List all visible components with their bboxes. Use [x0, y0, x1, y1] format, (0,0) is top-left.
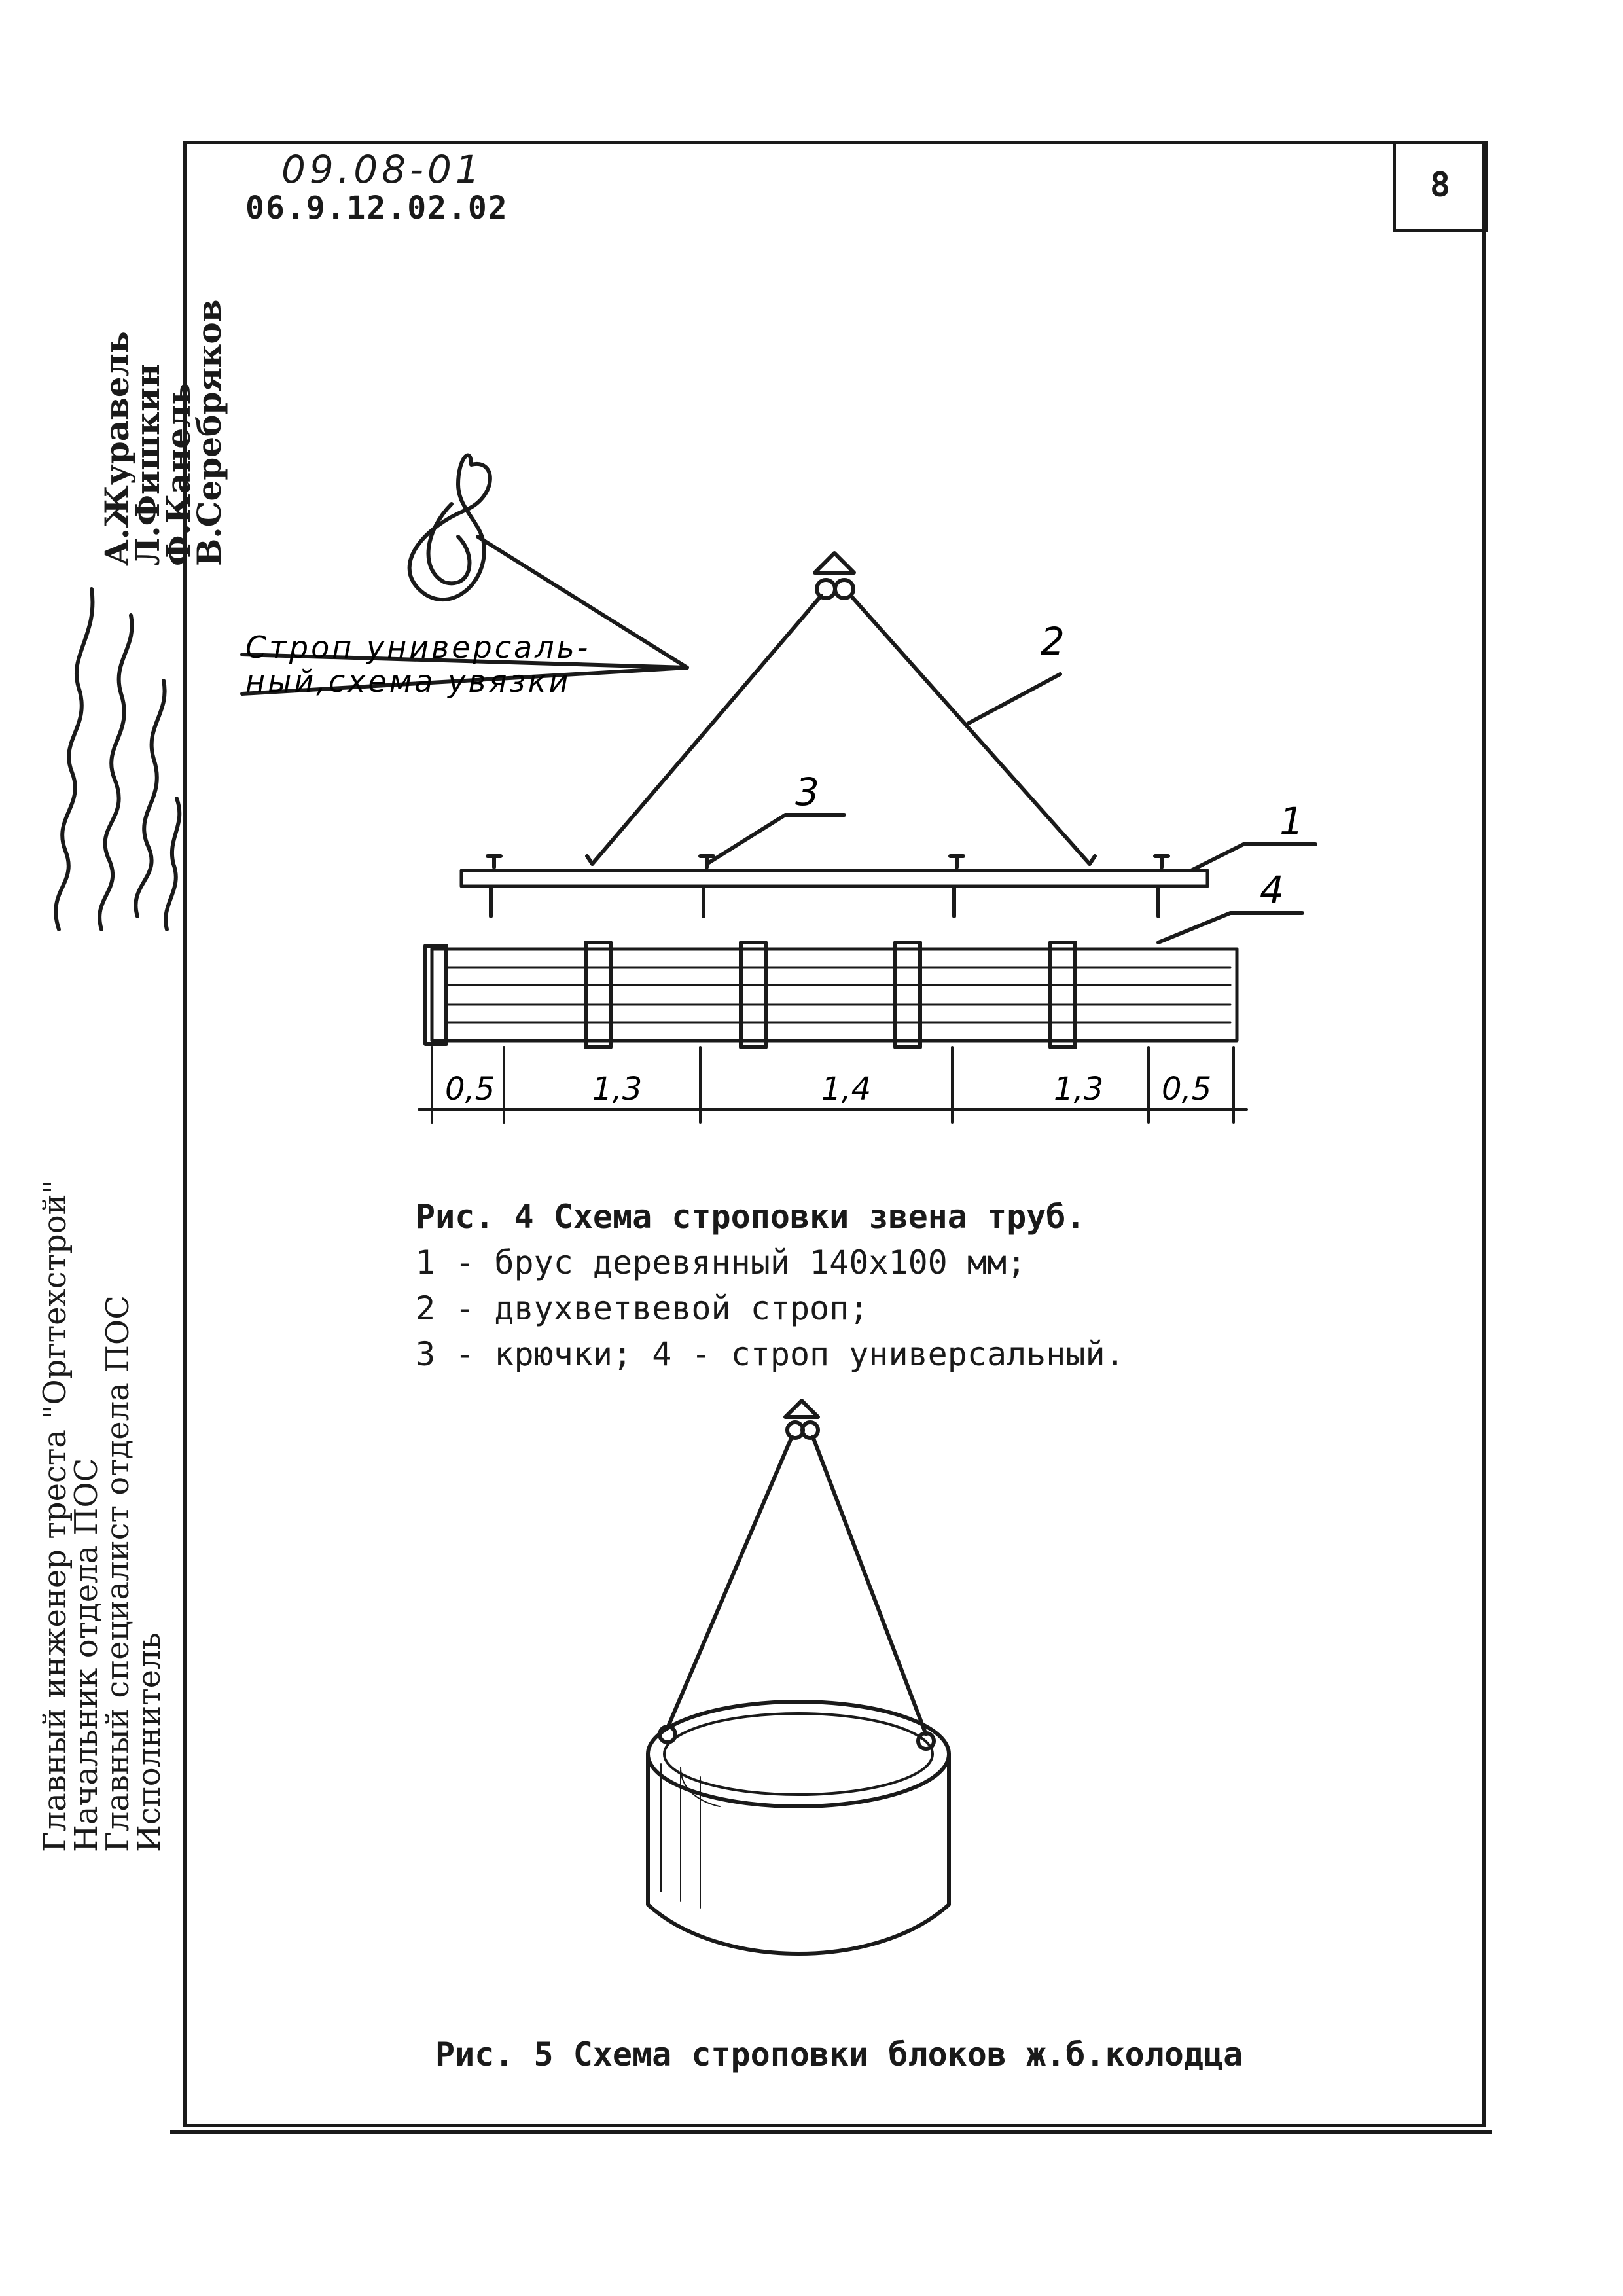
figure4-legend-item: 3 - крючки; 4 - строп универсальный. — [416, 1335, 1125, 1373]
stamp-name: Л.Фишкин — [128, 363, 167, 566]
callout-2: 2 — [1041, 619, 1065, 664]
dimension-label: 1,3 — [1054, 1071, 1104, 1107]
callout-3: 3 — [795, 770, 819, 814]
figure5-caption: Рис. 5 Схема строповки блоков ж.б.колодца — [435, 2036, 1243, 2073]
document-code: 06.9.12.02.02 — [245, 190, 508, 226]
sling-note-line: Строп универсаль- — [245, 630, 591, 665]
document-code-handwritten: 09.08-01 — [281, 147, 484, 192]
dimension-label: 1,4 — [821, 1071, 872, 1107]
dimension-label: 0,5 — [1162, 1071, 1212, 1107]
stamp-position: Главный инженер треста "Оргтехстрой" — [37, 1179, 73, 1852]
sheet-number: 8 — [1393, 141, 1488, 232]
figure4-legend-item: 1 - брус деревянный 140x100 мм; — [416, 1244, 1027, 1282]
manhole-ring — [648, 1401, 949, 1954]
sling-note-line: ный,схема увязки — [245, 664, 571, 699]
stamp-position: Главный специалист отдела ПОС — [99, 1295, 136, 1852]
dimension-label: 0,5 — [445, 1071, 495, 1107]
dimension-label: 1,3 — [592, 1071, 643, 1107]
stamp-position: Исполнитель — [131, 1632, 168, 1852]
callout-4: 4 — [1260, 868, 1284, 912]
stamp-name: Ф.Канель — [159, 382, 198, 566]
lift-hook — [815, 553, 854, 598]
sling-note — [245, 630, 603, 699]
stamp-position: Начальник отдела ПОС — [68, 1458, 105, 1852]
stamp-name: А.Журавель — [98, 331, 136, 566]
pipe-section — [425, 942, 1237, 1047]
figure4-caption: Рис. 4 Схема строповки звена труб. — [416, 1198, 1086, 1236]
callout-1: 1 — [1279, 799, 1304, 844]
stamp-name: В.Серебряков — [190, 299, 228, 566]
figure4-legend-item: 2 - двухветвевой строп; — [416, 1289, 869, 1327]
